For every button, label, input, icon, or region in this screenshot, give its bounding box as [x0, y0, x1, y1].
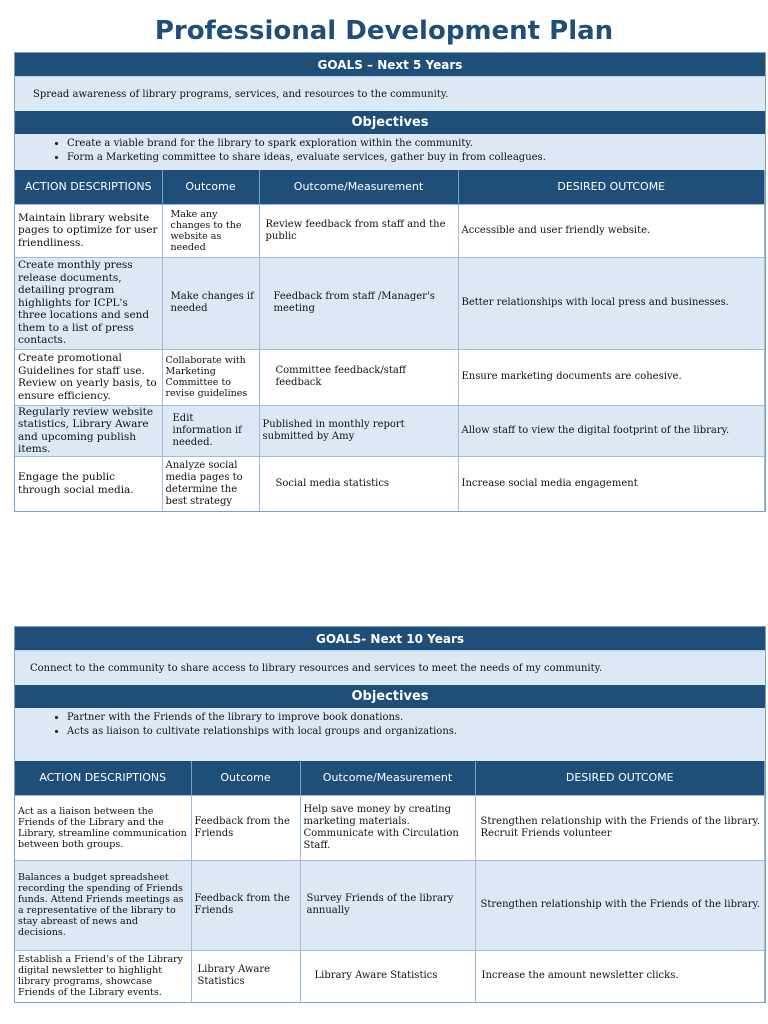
table-cell: Create monthly press release documents, detailing program highlights for ICPL's three locations and send them to a list of press contacts.	[15, 257, 162, 349]
table-cell: Engage the public through social media.	[15, 456, 162, 511]
column-header: DESIRED OUTCOME	[475, 761, 765, 795]
table-cell: Analyze social media pages to determine the best strategy	[162, 456, 259, 511]
table-row	[15, 349, 765, 405]
table-cell: Published in monthly report submitted by Amy	[259, 405, 458, 456]
column-header: DESIRED OUTCOME	[458, 170, 765, 204]
table-cell: Feedback from the Friends	[191, 860, 300, 950]
table-cell: Strengthen relationship with the Friends of the library. Recruit Friends volunteer	[475, 795, 765, 860]
column-header: ACTION DESCRIPTIONS	[15, 170, 162, 204]
table-cell: Library Aware Statistics	[300, 950, 475, 1002]
table-row	[15, 795, 765, 860]
table-row	[15, 405, 765, 456]
table-cell: Ensure marketing documents are cohesive.	[458, 349, 765, 405]
table-cell: Strengthen relationship with the Friends of the library.	[475, 860, 765, 950]
table-row	[15, 257, 765, 349]
objective-item: • Partner with the Friends of the library to improve book donations.	[67, 711, 765, 725]
goal-heading: GOALS- Next 10 Years	[15, 627, 765, 650]
table-cell: Help save money by creating marketing materials. Communicate with Circulation Staff.	[300, 795, 475, 860]
table-cell: Accessible and user friendly website.	[458, 204, 765, 257]
table-cell: Increase the amount newsletter clicks.	[475, 950, 765, 1002]
goals-10-years-section	[14, 626, 766, 1003]
table-header-row	[15, 761, 765, 795]
table-cell: Review feedback from staff and the public	[259, 204, 458, 257]
table-header-row	[15, 170, 765, 204]
table-row	[15, 950, 765, 1002]
objective-item: • Form a Marketing committee to share ideas, evaluate services, gather buy in from colleagues.	[67, 151, 765, 165]
table-cell: Make any changes to the website as needed	[162, 204, 259, 257]
table-row	[15, 860, 765, 950]
action-table	[15, 761, 765, 1002]
table-cell: Create promotional Guidelines for staff use. Review on yearly basis, to ensure efficiency.	[15, 349, 162, 405]
table-row	[15, 204, 765, 257]
table-cell: Make changes if needed	[162, 257, 259, 349]
table-cell: Act as a liaison between the Friends of the Library and the Library, streamline communication between both groups.	[15, 795, 191, 860]
objectives-list	[15, 134, 765, 170]
goal-heading: GOALS – Next 5 Years	[15, 53, 765, 76]
table-cell: Collaborate with Marketing Committee to revise guidelines	[162, 349, 259, 405]
table-cell: Social media statistics	[259, 456, 458, 511]
objective-item: • Create a viable brand for the library to spark exploration within the community.	[67, 137, 765, 151]
table-cell: Feedback from the Friends	[191, 795, 300, 860]
goals-5-years-section	[14, 52, 766, 512]
table-cell: Better relationships with local press and businesses.	[458, 257, 765, 349]
page-title: Professional Development Plan	[154, 16, 614, 46]
table-cell: Edit information if needed.	[162, 405, 259, 456]
table-cell: Committee feedback/staff feedback	[259, 349, 458, 405]
table-row	[15, 456, 765, 511]
table-cell: Allow staff to view the digital footprint of the library.	[458, 405, 765, 456]
table-cell: Establish a Friend's of the Library digital newsletter to highlight library programs, showcase Friends of the Library events.	[15, 950, 191, 1002]
column-header: Outcome	[191, 761, 300, 795]
objectives-heading: Objectives	[15, 685, 765, 708]
action-table	[15, 170, 765, 511]
table-cell: Maintain library website pages to optimize for user friendliness.	[15, 204, 162, 257]
table-cell: Feedback from staff /Manager's meeting	[259, 257, 458, 349]
table-cell: Library Aware Statistics	[191, 950, 300, 1002]
column-header: ACTION DESCRIPTIONS	[15, 761, 191, 795]
objectives-heading: Objectives	[15, 111, 765, 134]
column-header: Outcome/Measurement	[300, 761, 475, 795]
objective-item: • Acts as liaison to cultivate relationships with local groups and organizations.	[67, 725, 765, 739]
objectives-list	[15, 708, 765, 761]
goal-text: Spread awareness of library programs, services, and resources to the community.	[15, 76, 765, 111]
table-cell: Increase social media engagement	[458, 456, 765, 511]
column-header: Outcome/Measurement	[259, 170, 458, 204]
column-header: Outcome	[162, 170, 259, 204]
table-cell: Regularly review website statistics, Library Aware and upcoming publish items.	[15, 405, 162, 456]
table-cell: Balances a budget spreadsheet recording the spending of Friends funds. Attend Friends meetings as a representative of the library to stay abreast of news and decisions.	[15, 860, 191, 950]
goal-text: Connect to the community to share access to library resources and services to meet the needs of my community.	[15, 650, 765, 685]
table-cell: Survey Friends of the library annually	[300, 860, 475, 950]
